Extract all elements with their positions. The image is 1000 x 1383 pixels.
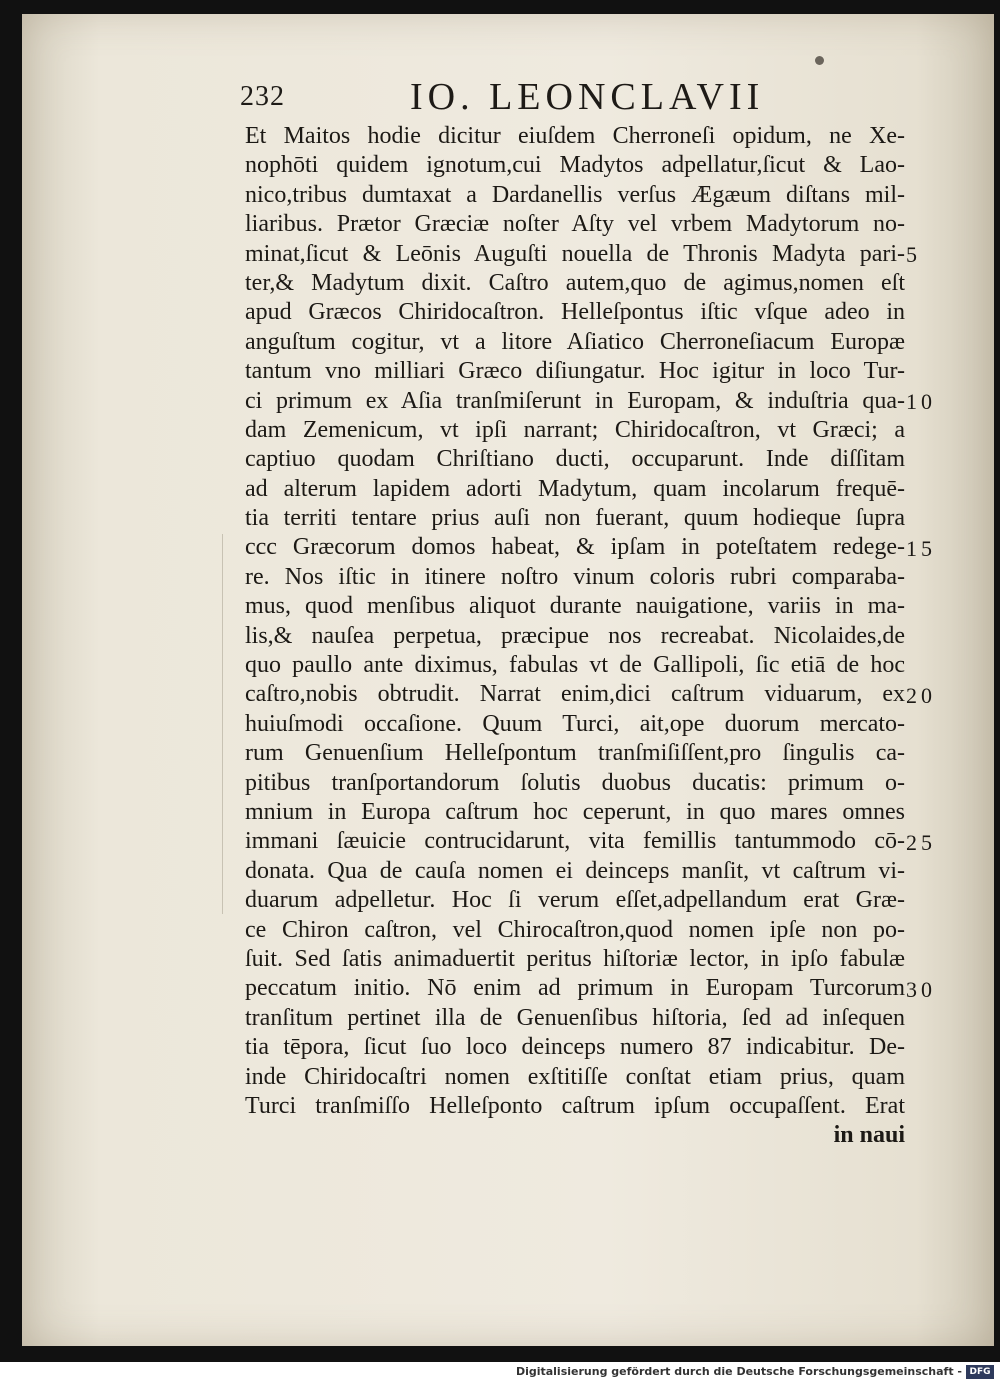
funding-credit: Digitalisierung gefördert durch die Deutsche Forschungsgemeinschaft - (515, 1365, 962, 1378)
text-line: immani ſæuicie contrucidarunt, vita femillis tantummodo cō- (245, 828, 905, 855)
line-number: 10 (906, 388, 936, 414)
text-line: tia tēpora, ſicut ſuo loco deinceps numero 87 indicabitur. De- (245, 1034, 905, 1061)
text-line: mus, quod menſibus aliquot durante nauigatione, variis in ma- (245, 593, 905, 620)
catchword: in naui (833, 1122, 905, 1149)
text-line: lis,& nauſea perpetua, præcipue nos recreabat. Nicolaides,de (245, 622, 905, 649)
page-number: 232 (240, 81, 285, 112)
line-number: 15 (906, 535, 936, 561)
line-number: 20 (906, 682, 936, 708)
text-line: re. Nos iſtic in itinere noſtro vinum coloris rubri comparaba- (245, 563, 905, 590)
text-line: anguſtum cogitur, vt a litore Aſiatico Cherroneſiacum Europæ (245, 328, 905, 355)
line-number: 5 (906, 241, 921, 267)
text-line: quo paullo ante diximus, fabulas vt de Gallipoli, ſic etiā de hoc (245, 652, 905, 679)
text-line: tantum vno milliari Græco diſiungatur. Hoc igitur in loco Tur- (245, 358, 905, 385)
text-line: ad alterum lapidem adorti Madytum, quam incolarum frequē- (245, 475, 905, 502)
text-line: captiuo quodam Chriſtiano ducti, occuparunt. Inde diſſitam (245, 446, 905, 473)
text-line: ccc Græcorum domos habeat, & ipſam in poteſtatem redege- (245, 534, 905, 561)
text-line: apud Græcos Chiridocaſtron. Helleſpontus iſtic vſque adeo in (245, 299, 905, 326)
text-line: caſtro,nobis obtrudit. Narrat enim,dici caſtrum viduarum, ex (245, 681, 905, 708)
ink-spot (815, 56, 824, 65)
line-number: 25 (906, 829, 936, 855)
text-line: Turci tranſmiſſo Helleſponto caſtrum ipſum occupaſſent. Erat (245, 1092, 905, 1119)
text-line: inde Chiridocaſtri nomen exſtitiſſe conſtat etiam prius, quam (245, 1063, 905, 1090)
footer-bar (0, 1362, 1000, 1383)
text-line: rum Genuenſium Helleſpontum tranſmiſiſſent,pro ſingulis ca- (245, 740, 905, 767)
text-line: duarum adpelletur. Hoc ſi verum eſſet,adpellandum erat Græ- (245, 887, 905, 914)
text-line: peccatum initio. Nō enim ad primum in Europam Turcorum (245, 975, 905, 1002)
page-header (240, 75, 765, 118)
body-text (245, 122, 905, 1151)
text-line: liaribus. Prætor Græciæ noſter Aſty vel vrbem Madytorum no- (245, 211, 905, 238)
text-line: tia territi tentare prius auſi non fuerant, quum hodieque ſupra (245, 505, 905, 532)
page-crease (222, 534, 223, 914)
text-line: dam Zemenicum, vt ipſi narrant; Chiridocaſtron, vt Græci; a (245, 416, 905, 443)
text-line: ci primum ex Aſia tranſmiſerunt in Europam, & induſtria qua- (245, 387, 905, 414)
text-line: pitibus tranſportandorum ſolutis duobus ducatis: primum o- (245, 769, 905, 796)
dfg-logo-icon: DFG (966, 1365, 994, 1379)
text-line: tranſitum pertinet illa de Genuenſibus hiſtoria, ſed ad inſequen (245, 1004, 905, 1031)
text-line: minat,ſicut & Leōnis Auguſti nouella de Thronis Madyta pari- (245, 240, 905, 267)
text-line: ſuit. Sed ſatis animaduertit peritus hiſtoriæ lector, in ipſo fabulæ (245, 945, 905, 972)
text-line: ce Chiron caſtron, vel Chirocaſtron,quod nomen ipſe non po- (245, 916, 905, 943)
line-number: 30 (906, 976, 936, 1002)
text-line: donata. Qua de cauſa nomen ei deinceps manſit, vt caſtrum vi- (245, 857, 905, 884)
text-line: mnium in Europa caſtrum hoc ceperunt, in quo mares omnes (245, 798, 905, 825)
text-line: Et Maitos hodie dicitur eiuſdem Cherroneſi opidum, ne Xe- (245, 123, 905, 149)
running-head: IO. LEONCLAVII (410, 76, 765, 118)
text-line: huiuſmodi occaſione. Quum Turci, ait,ope duorum mercato- (245, 710, 905, 737)
text-line: nico,tribus dumtaxat a Dardanellis verſus Ægæum diſtans mil- (245, 181, 905, 208)
text-line: ter,& Madytum dixit. Caſtro autem,quo de agimus,nomen eſt (245, 269, 905, 296)
text-line: nophōti quidem ignotum,cui Madytos adpellatur,ſicut & Lao- (245, 152, 905, 179)
